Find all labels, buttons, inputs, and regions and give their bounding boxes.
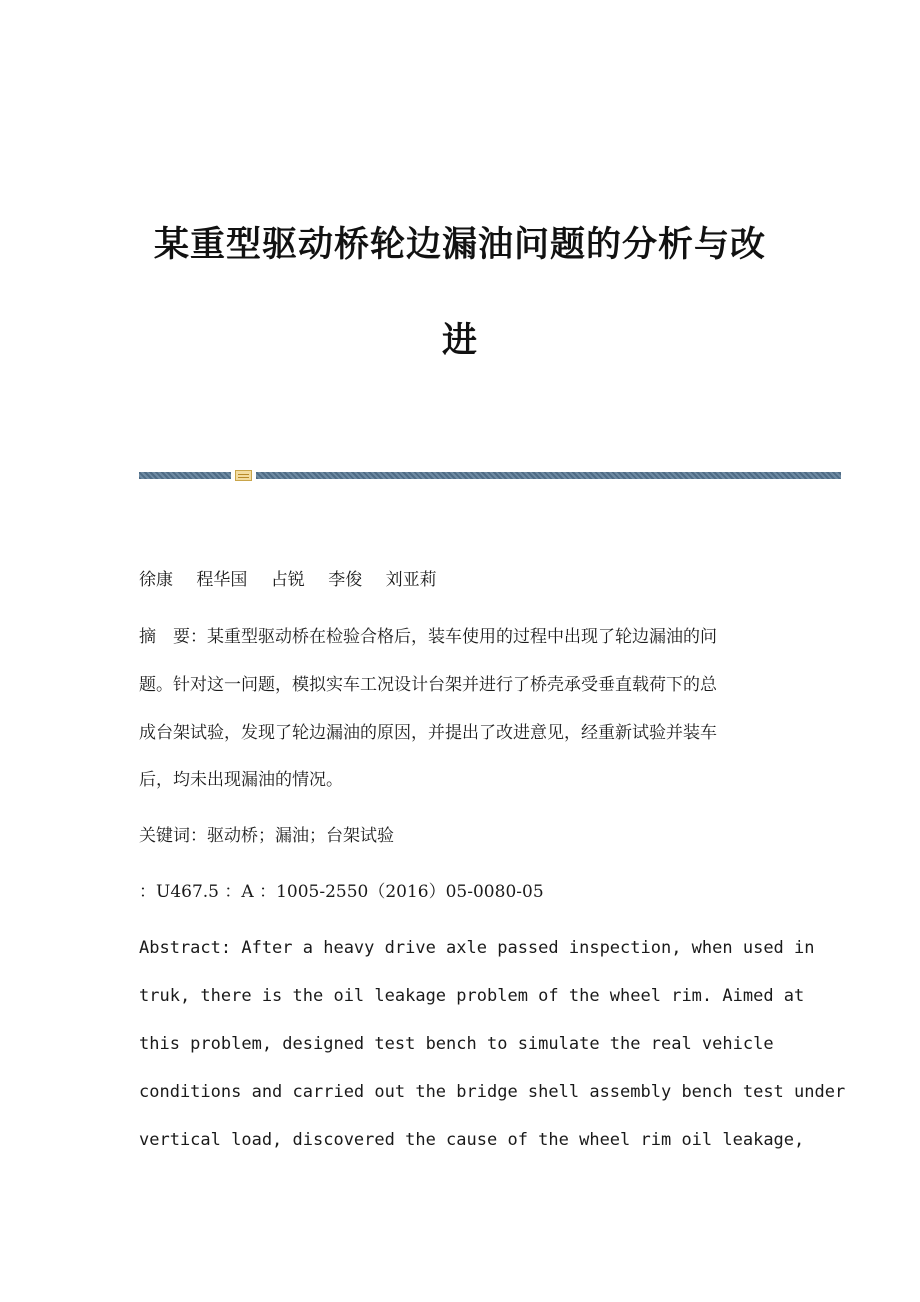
abstract-en-line: this problem, designed test bench to simulate the real vehicle: [139, 1034, 774, 1054]
author-name: 刘亚莉: [385, 570, 437, 590]
abstract-en-line: vertical load, discovered the cause of the wheel rim oil leakage,: [139, 1130, 805, 1150]
document-title-line-2: 进: [441, 321, 478, 361]
abstract-en-line: conditions and carried out the bridge shell assembly bench test under: [139, 1082, 846, 1102]
abstract-cn-line: 题。针对这一问题，模拟实车工况设计台架并进行了桥壳承受垂直载荷下的总: [139, 675, 717, 695]
envelope-ornament-icon: [235, 470, 252, 481]
divider-bar-right: [256, 472, 841, 479]
document-title-line-1: 某重型驱动桥轮边漏油问题的分析与改: [153, 225, 766, 265]
author-list: [139, 570, 455, 590]
abstract-en-line: Abstract: After a heavy drive axle passed inspection, when used in: [139, 938, 815, 958]
author-name: 程华国: [196, 570, 248, 590]
author-name: 占锐: [270, 570, 305, 590]
classification-number: ：U467.5 ：A ：1005-2550（2016）05-0080-05: [139, 882, 544, 902]
abstract-cn-line: 成台架试验，发现了轮边漏油的原因，并提出了改进意见，经重新试验并装车: [139, 723, 717, 743]
title-divider: [139, 470, 841, 480]
abstract-cn-line: 摘 要：某重型驱动桥在检验合格后，装车使用的过程中出现了轮边漏油的问: [139, 627, 717, 647]
author-name: 徐康: [139, 570, 173, 590]
divider-bar-left: [139, 472, 231, 479]
author-name: 李俊: [328, 570, 363, 590]
abstract-en-line: truk, there is the oil leakage problem of the wheel rim. Aimed at: [139, 986, 805, 1006]
abstract-cn-line: 后，均未出现漏油的情况。: [139, 770, 343, 790]
keywords: 关键词：驱动桥；漏油；台架试验: [139, 826, 394, 846]
